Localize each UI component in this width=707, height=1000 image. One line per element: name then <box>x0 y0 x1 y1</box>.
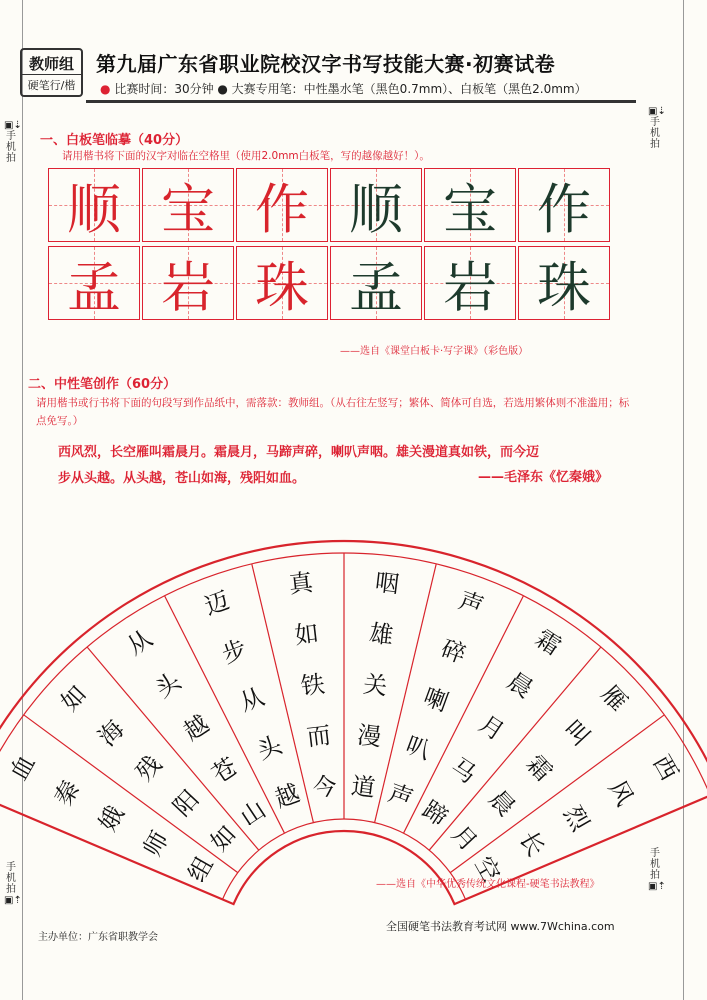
fan-char: 喇 <box>419 682 453 718</box>
badge-group-label: 教师组 <box>22 50 81 75</box>
phone-scan-marker-left-top: ▣⇣ 手 机 拍 <box>4 120 22 164</box>
fan-char: 而 <box>305 720 333 752</box>
phone-scan-marker-left-bottom: 手 机 拍 ▣⇡ <box>4 862 22 906</box>
header-rule <box>86 100 636 103</box>
fan-char: 如 <box>293 619 321 650</box>
exam-info <box>100 80 587 97</box>
fan-char: 晨 <box>502 666 538 704</box>
section2-heading: 二、中性笔创作（60分） <box>28 377 177 392</box>
section2-instruction: 请用楷书或行书将下面的句段写到作品纸中，需落款：教师组。（从右往左竖写；繁体、简体可自选，若选用繁体则不准滥用；标点免写。） <box>36 397 630 427</box>
fan-char: 从 <box>122 624 158 661</box>
fan-char: 头 <box>253 730 286 766</box>
fan-char: 今 <box>311 771 339 803</box>
fan-char: 头 <box>150 666 186 704</box>
fan-char: 残 <box>130 749 168 787</box>
fan-char: 蹄 <box>417 795 453 832</box>
grid-cell: 岩 <box>142 246 234 320</box>
camera-icon: ▣⇡ <box>648 881 666 892</box>
page-border-right <box>683 0 684 1000</box>
website: 全国硬笔书法教育考试网 www.7Wchina.com <box>386 920 615 933</box>
poem-line: 步从头越。从头越，苍山如海，残阳如血。 <box>58 471 306 486</box>
grid-cell: 孟 <box>48 246 140 320</box>
fan-char: 真 <box>287 568 315 599</box>
fan-char: 空 <box>469 851 506 887</box>
copy-grid <box>48 168 634 324</box>
fan-char: 山 <box>235 795 271 832</box>
fan-char: 碎 <box>437 634 470 669</box>
fan-char: 雁 <box>595 679 633 717</box>
organizer: 主办单位：广东省职教学会 <box>38 932 158 943</box>
poem-line: 西风烈，长空雁叫霜晨月。霜晨月，马蹄声碎，喇叭声咽。雄关漫道真如铁，而今迈 <box>58 445 540 460</box>
fan-char: 西 <box>647 750 684 786</box>
grid-cell: 孟 <box>330 246 422 320</box>
bullet-icon: ● <box>100 82 111 96</box>
fan-char: 越 <box>271 778 304 814</box>
fan-char: 叫 <box>558 714 596 752</box>
fan-char: 越 <box>178 709 215 747</box>
fan-char: 声 <box>384 778 417 814</box>
fan-char: 海 <box>92 714 130 752</box>
section1-heading: 一、白板笔临摹（40分） <box>40 133 189 148</box>
fan-char: 马 <box>445 752 482 789</box>
exam-info-text: 比赛时间：30分钟 ● 大赛专用笔：中性墨水笔（黑色0.7mm）、白板笔（黑色2.0mm） <box>114 82 587 96</box>
fan-char: 迈 <box>200 586 233 621</box>
grid-cell: 宝 <box>142 168 234 242</box>
grid-cell: 珠 <box>518 246 610 320</box>
fan-char: 步 <box>218 634 251 669</box>
fan-char: 苍 <box>206 752 243 789</box>
fan-char: 道 <box>349 771 377 803</box>
fan-char: 月 <box>473 709 510 747</box>
fan-char: 秦 <box>49 775 86 811</box>
fan-char: 娥 <box>93 801 130 836</box>
grid-cell: 宝 <box>424 168 516 242</box>
fan-char: 雄 <box>367 619 395 650</box>
fan-char: 声 <box>455 586 488 621</box>
camera-icon: ▣⇡ <box>4 895 22 906</box>
camera-icon: ▣⇣ <box>4 120 22 131</box>
grid-cell: 顺 <box>330 168 422 242</box>
phone-scan-marker-right-bottom: 手 机 拍 ▣⇡ <box>648 848 666 892</box>
fan-char: 烈 <box>558 801 595 836</box>
camera-icon: ▣⇣ <box>648 106 666 117</box>
fan-char: 晨 <box>483 784 521 822</box>
grid-row <box>48 168 634 246</box>
grid-cell: 作 <box>236 168 328 242</box>
section1-instruction: 请用楷书将下面的汉字对临在空格里（使用2.0mm白板笔，写的越像越好！）。 <box>62 150 430 162</box>
fan-char: 师 <box>138 826 175 862</box>
badge-style-label: 硬笔行/楷 <box>27 79 76 92</box>
page-title: 第九届广东省职业院校汉字书写技能大赛·初赛试卷 <box>96 52 556 76</box>
fan-char: 霜 <box>530 624 566 661</box>
grid-cell: 作 <box>518 168 610 242</box>
page-border-left <box>22 0 23 1000</box>
fan-char: 霜 <box>520 749 558 787</box>
fan-char: 阳 <box>167 784 205 822</box>
fan-char: 叭 <box>402 730 435 766</box>
fan-char: 咽 <box>373 568 401 599</box>
fan-char: 月 <box>446 819 483 857</box>
fan-char: 长 <box>513 826 550 862</box>
fan-char: 如 <box>55 679 93 717</box>
group-badge <box>20 48 83 97</box>
section1-source: ——选自《课堂白板卡·写字课》（彩色版） <box>340 346 529 357</box>
fan-char: 铁 <box>299 670 327 701</box>
grid-row <box>48 246 634 324</box>
fan-char: 风 <box>602 775 639 811</box>
fan-char: 组 <box>182 851 219 887</box>
fan-char: 从 <box>235 682 269 718</box>
poem-author: ——毛泽东《忆秦娥》 <box>478 470 609 485</box>
grid-cell: 顺 <box>48 168 140 242</box>
grid-cell: 珠 <box>236 246 328 320</box>
section2-source: ——选自《中华优秀传统文化课程-硬笔书法教程》 <box>376 879 600 890</box>
grid-cell: 岩 <box>424 246 516 320</box>
phone-scan-marker-right-top: ▣⇣ 手 机 拍 <box>648 106 666 150</box>
fan-char: 关 <box>361 670 389 701</box>
fan-char: 如 <box>205 819 242 857</box>
fan-char: 漫 <box>355 720 383 752</box>
fan-char: 血 <box>4 750 41 786</box>
